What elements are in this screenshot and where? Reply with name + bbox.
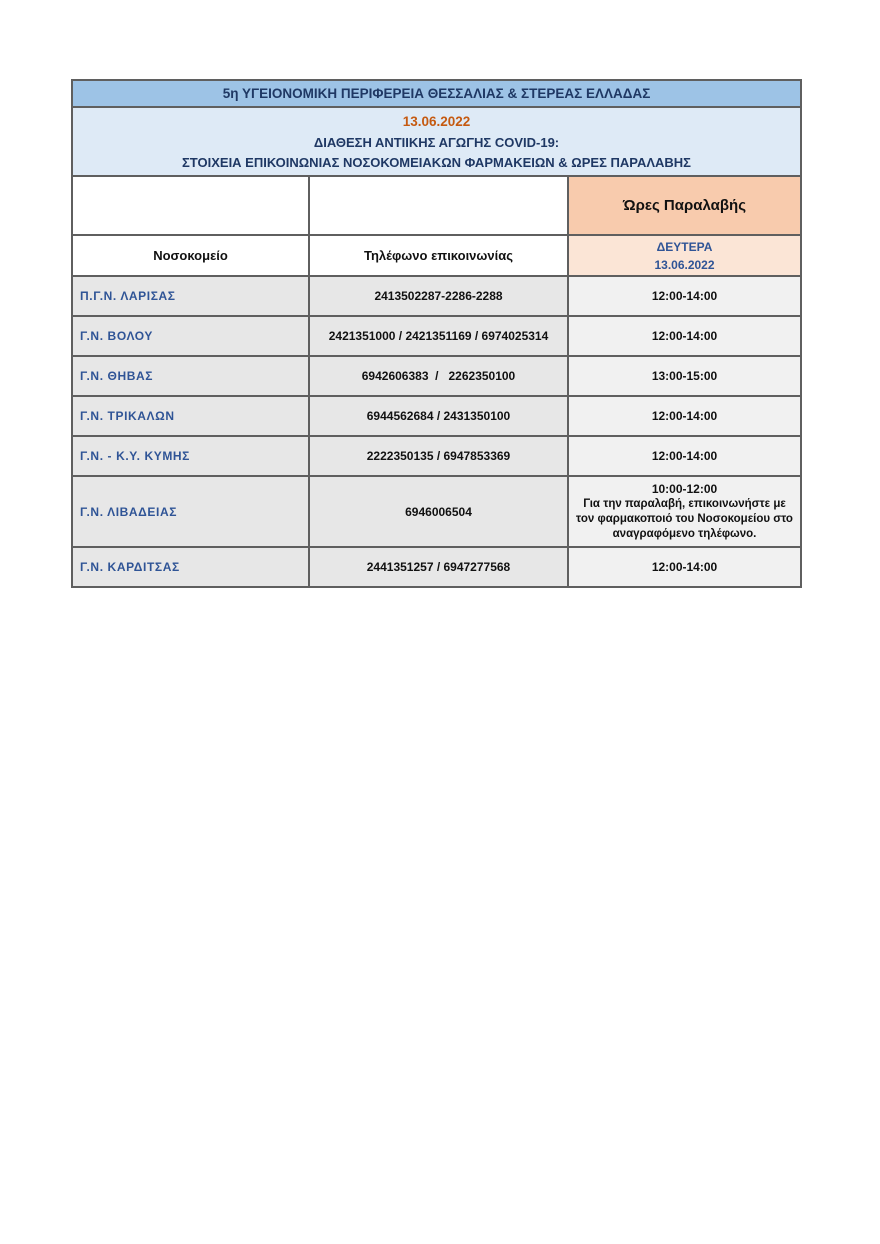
info-row — [72, 107, 801, 176]
hours-value: 10:00-12:00 — [651, 482, 718, 496]
info-block — [72, 107, 801, 176]
document-date: 13.06.2022 — [402, 113, 471, 129]
hours-cell: 12:00-14:00 — [568, 396, 801, 436]
table-row — [72, 276, 801, 316]
phone-cell: 6946006504 — [309, 476, 568, 547]
day-label: ΔΕΥΤΕΡΑ — [656, 239, 713, 254]
day-column-header — [568, 235, 801, 276]
hours-cell: 12:00-14:00 — [568, 547, 801, 587]
table-row — [72, 316, 801, 356]
hospital-name-cell: Γ.Ν. ΘΗΒΑΣ — [72, 356, 309, 396]
table-row — [72, 476, 801, 547]
hours-cell: 12:00-14:00 — [568, 316, 801, 356]
phone-cell: 2441351257 / 6947277568 — [309, 547, 568, 587]
table-row — [72, 396, 801, 436]
subtitle-line-2: ΣΤΟΙΧΕΙΑ ΕΠΙΚΟΙΝΩΝΙΑΣ ΝΟΣΟΚΟΜΕΙΑΚΩΝ ΦΑΡΜΑΚΕΙΩΝ & ΩΡΕΣ ΠΑΡΑΛΑΒΗΣ — [182, 154, 691, 170]
pickup-header-row — [72, 176, 801, 235]
hospital-name-cell: Γ.Ν. ΛΙΒΑΔΕΙΑΣ — [72, 476, 309, 547]
table-row — [72, 547, 801, 587]
column-header-row — [72, 235, 801, 276]
table-row — [72, 356, 801, 396]
hours-cell: 12:00-14:00 — [568, 276, 801, 316]
subtitle-line-1: ΔΙΑΘΕΣΗ ΑΝΤΙΙΚΗΣ ΑΓΩΓΗΣ COVID-19: — [313, 134, 560, 150]
hospital-name-cell: Γ.Ν. ΚΑΡΔΙΤΣΑΣ — [72, 547, 309, 587]
hours-cell — [568, 476, 801, 547]
pickup-hours-header: Ώρες Παραλαβής — [568, 176, 801, 235]
phone-column-header: Τηλέφωνο επικοινωνίας — [309, 235, 568, 276]
hours-note: Για την παραλαβή, επικοινωνήστε με τον φαρμακοποιό του Νοσοκομείου στο αναγραφόμενο τηλέφωνο. — [576, 498, 793, 540]
phone-cell: 6944562684 / 2431350100 — [309, 396, 568, 436]
phone-cell: 2413502287-2286-2288 — [309, 276, 568, 316]
phone-cell: 6942606383 / 2262350100 — [309, 356, 568, 396]
table-row — [72, 436, 801, 476]
hospital-name-cell: Γ.Ν. ΤΡΙΚΑΛΩΝ — [72, 396, 309, 436]
hospital-name-cell: Γ.Ν. ΒΟΛΟΥ — [72, 316, 309, 356]
phone-cell: 2222350135 / 6947853369 — [309, 436, 568, 476]
hospital-pharmacy-table — [71, 79, 802, 588]
day-date: 13.06.2022 — [654, 257, 715, 272]
region-title: 5η ΥΓΕΙΟΝΟΜΙΚΗ ΠΕΡΙΦΕΡΕΙΑ ΘΕΣΣΑΛΙΑΣ & ΣΤΕΡΕΑΣ ΕΛΛΑΔΑΣ — [72, 80, 801, 107]
blank-cell — [309, 176, 568, 235]
phone-cell: 2421351000 / 2421351169 / 6974025314 — [309, 316, 568, 356]
hours-cell: 13:00-15:00 — [568, 356, 801, 396]
hospital-name-cell: Π.Γ.Ν. ΛΑΡΙΣΑΣ — [72, 276, 309, 316]
blank-cell — [72, 176, 309, 235]
region-title-row — [72, 80, 801, 107]
hours-cell: 12:00-14:00 — [568, 436, 801, 476]
hospital-name-cell: Γ.Ν. - Κ.Υ. ΚΥΜΗΣ — [72, 436, 309, 476]
hospital-column-header: Νοσοκομείο — [72, 235, 309, 276]
